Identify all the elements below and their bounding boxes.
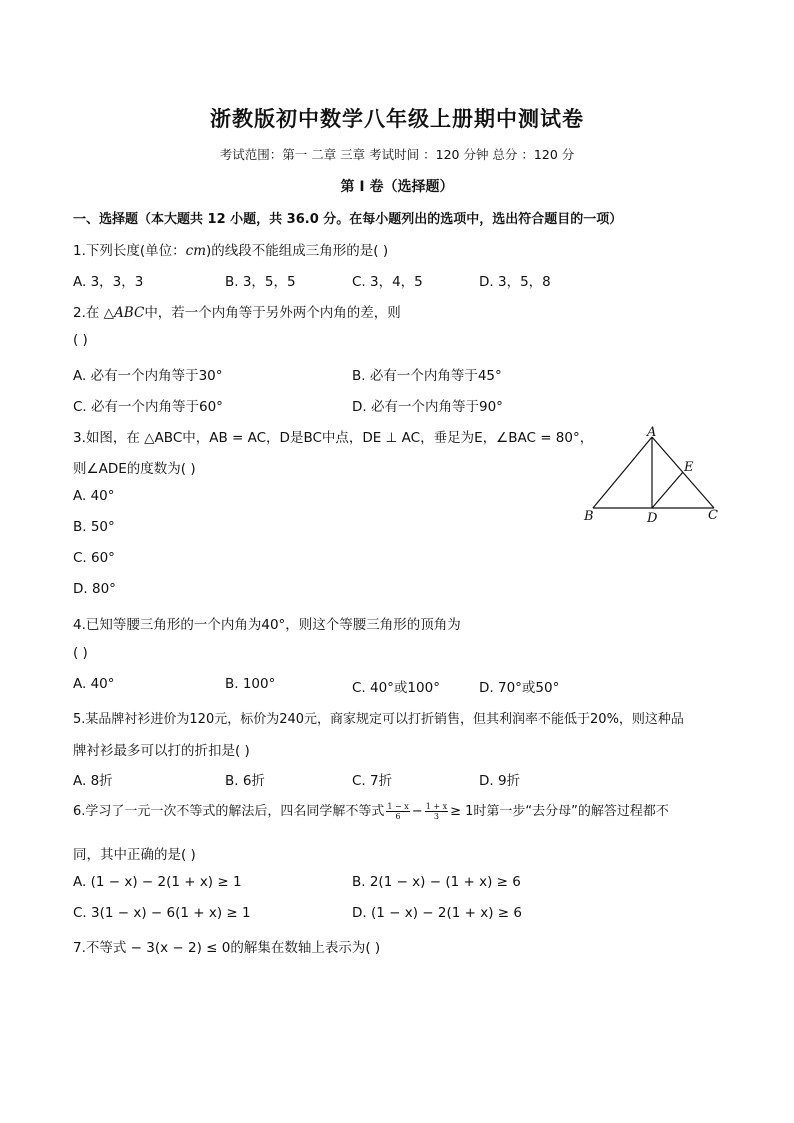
- label-b: B: [584, 509, 594, 524]
- q6-minus: −: [411, 804, 423, 819]
- q3-option-a[interactable]: A. 40°: [73, 488, 115, 504]
- q1-stem-b: )的线段不能组成三角形的是( ): [206, 243, 389, 259]
- q2-option-b[interactable]: B. 必有一个内角等于45°: [352, 368, 502, 384]
- q1-stem-a: 1.下列长度(单位：: [73, 243, 186, 259]
- q3-option-d[interactable]: D. 80°: [73, 581, 116, 597]
- q6-option-a[interactable]: A. (1 − x) − 2(1 + x) ≥ 1: [73, 874, 242, 890]
- label-d: D: [647, 511, 658, 526]
- question-5-stem: 5.某品牌衬衫进价为120元，标价为240元，商家规定可以打折销售，但其利润率不能低于20%，则这种品: [73, 712, 684, 727]
- q4-paren: ( ): [73, 645, 88, 661]
- side-ab: [593, 437, 652, 508]
- question-6-stem: [73, 800, 669, 821]
- q3-option-b[interactable]: B. 50°: [73, 519, 115, 535]
- q6-fraction-1: $\frac{1 - x}{6}$: [387, 802, 409, 821]
- q2-stem-a: 2.在 △: [73, 305, 115, 321]
- q5-option-a[interactable]: A. 8折: [73, 773, 113, 789]
- q4-option-b[interactable]: B. 100°: [225, 676, 276, 692]
- q6-option-d[interactable]: D. (1 − x) − 2(1 + x) ≥ 6: [352, 905, 522, 921]
- q3-option-c[interactable]: C. 60°: [73, 550, 115, 566]
- question-7-stem: 7.不等式 − 3(x − 2) ≤ 0的解集在数轴上表示为( ): [73, 940, 381, 956]
- q5-option-d[interactable]: D. 9折: [479, 773, 521, 789]
- question-6-stem-2: 同，其中正确的是( ): [73, 847, 196, 863]
- question-5-stem-2: 牌衬衫最多可以打的折扣是( ): [73, 743, 250, 759]
- q5-option-b[interactable]: B. 6折: [225, 773, 265, 789]
- question-1-stem: [73, 239, 388, 259]
- page-title: 浙教版初中数学八年级上册期中测试卷: [210, 107, 584, 131]
- question-3-stem: 3.如图，在 △ABC中，AB = AC，D是BC中点，DE ⊥ AC，垂足为E，∠BAC = 80°，: [73, 430, 594, 446]
- perpendicular-de: [652, 472, 683, 508]
- q6-option-c[interactable]: C. 3(1 − x) − 6(1 + x) ≥ 1: [73, 905, 251, 921]
- q2-option-d[interactable]: D. 必有一个内角等于90°: [352, 399, 503, 415]
- q2-abc: ABC: [114, 305, 145, 321]
- q1-option-c[interactable]: C. 3，4，5: [352, 274, 423, 290]
- exam-meta: 考试范围：第一 二章 三章 考试时间 ：120 分钟 总分 ：120 分: [219, 147, 575, 162]
- q6-option-b[interactable]: B. 2(1 − x) − (1 + x) ≥ 6: [352, 874, 521, 890]
- question-2-stem: [73, 301, 401, 321]
- instructions: 一、选择题（本大题共 12 小题，共 36.0 分。在每小题列出的选项中，选出符合题目的一项）: [73, 212, 623, 227]
- q4-option-d[interactable]: D. 70°或50°: [479, 680, 560, 696]
- label-a: A: [647, 425, 657, 440]
- q1-option-a[interactable]: A. 3，3，3: [73, 274, 144, 290]
- q1-option-d[interactable]: D. 3，5，8: [479, 274, 551, 290]
- q2-paren: ( ): [73, 332, 88, 348]
- triangle-figure: [576, 424, 728, 526]
- q6-fraction-2: $\frac{1 + x}{3}$: [425, 802, 448, 821]
- q1-option-b[interactable]: B. 3，5，5: [225, 274, 296, 290]
- q5-option-c[interactable]: C. 7折: [352, 773, 393, 789]
- label-e: E: [684, 460, 694, 475]
- section-heading: 第 I 卷（选择题）: [340, 179, 454, 195]
- q2-option-a[interactable]: A. 必有一个内角等于30°: [73, 368, 223, 384]
- q6-stem-a: 6.学习了一元一次不等式的解法后，四名同学解不等式: [73, 804, 385, 819]
- question-3-stem-2: 则∠ADE的度数为( ): [73, 461, 196, 477]
- q2-stem-b: 中，若一个内角等于另外两个内角的差，则: [144, 305, 401, 321]
- q1-unit: cm: [185, 243, 207, 259]
- q4-option-c[interactable]: C. 40°或100°: [352, 680, 440, 696]
- q4-option-a[interactable]: A. 40°: [73, 676, 115, 692]
- q2-option-c[interactable]: C. 必有一个内角等于60°: [73, 399, 223, 415]
- question-4-stem: 4.已知等腰三角形的一个内角为40°，则这个等腰三角形的顶角为: [73, 617, 461, 633]
- label-c: C: [708, 508, 718, 523]
- q6-stem-b: ≥ 1时第一步“去分母”的解答过程都不: [450, 804, 669, 819]
